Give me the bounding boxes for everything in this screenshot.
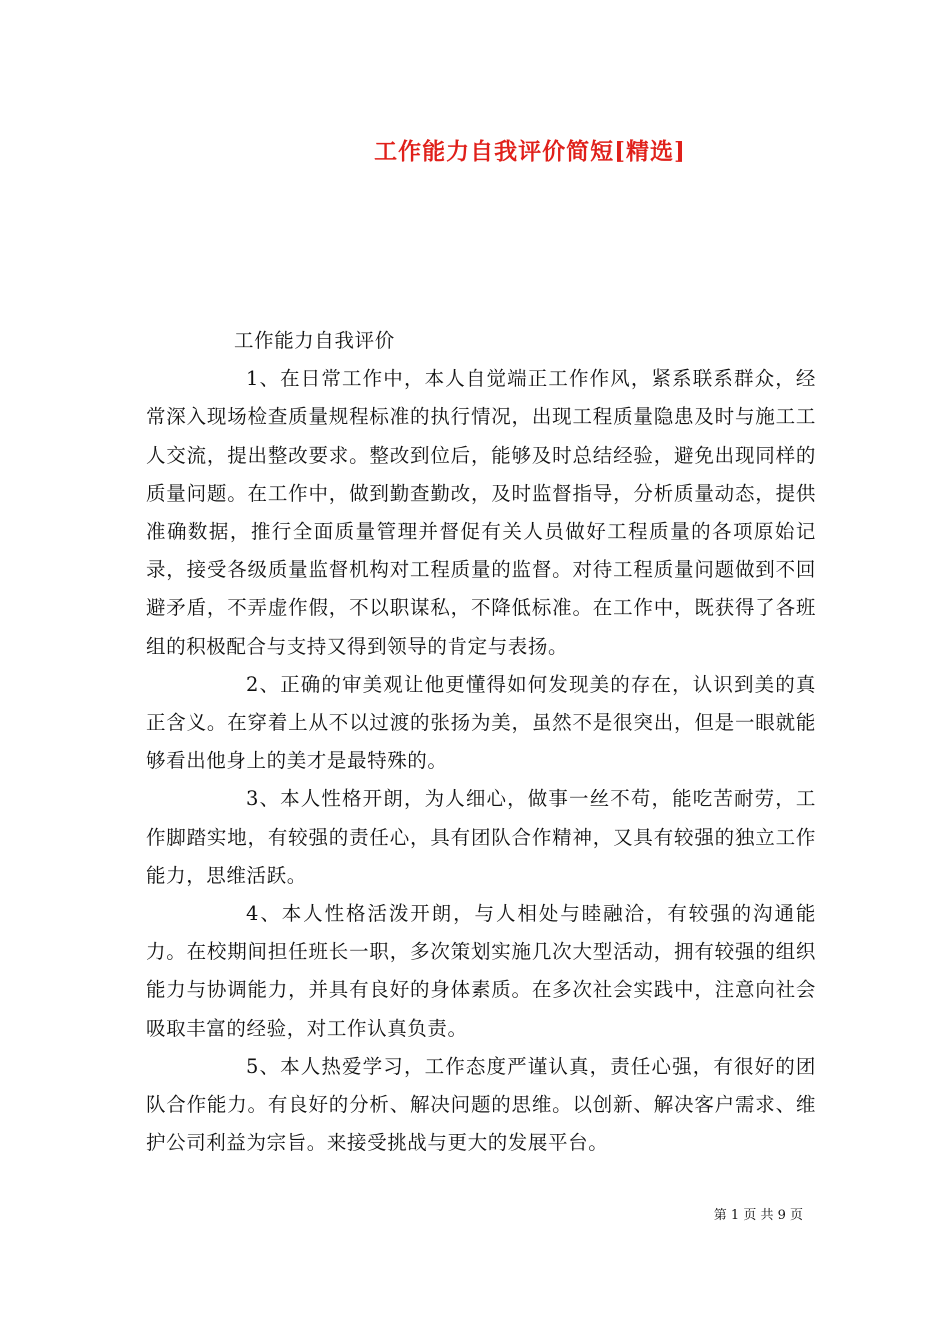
document-body xyxy=(146,322,816,1162)
paragraph-1: 1、在日常工作中，本人自觉端正工作作风，紧系联系群众，经常深入现场检查质量规程标准的执行情况，出现工程质量隐患及时与施工工人交流，提出整改要求。整改到位后，能够及时总结经验，避免出现同样的质量问题。在工作中，做到勤查勤改，及时监督指导，分析质量动态，提供准确数据，推行全面质量管理并督促有关人员做好工程质量的各项原始记录，接受各级质量监督机构对工程质量的监督。对待工程质量问题做到不回避矛盾，不弄虚作假，不以职谋私，不降低标准。在工作中，既获得了各班组的积极配合与支持又得到领导的肯定与表扬。 xyxy=(146,367,816,658)
paragraph-5: 5、本人热爱学习，工作态度严谨认真，责任心强，有很好的团队合作能力。有良好的分析、解决问题的思维。以创新、解决客户需求、维护公司利益为宗旨。来接受挑战与更大的发展平台。 xyxy=(146,1054,816,1155)
document-title: 工作能力自我评价简短[精选] xyxy=(374,138,686,165)
page-footer: 第 1 页 共 9 页 xyxy=(713,1208,803,1223)
paragraph-3: 3、本人性格开朗，为人细心，做事一丝不苟，能吃苦耐劳，工作脚踏实地，有较强的责任心，具有团队合作精神，又具有较强的独立工作能力，思维活跃。 xyxy=(146,787,816,887)
section-heading: 工作能力自我评价 xyxy=(234,329,395,352)
paragraph-2: 2、正确的审美观让他更懂得如何发现美的存在，认识到美的真正含义。在穿着上从不以过渡的张扬为美，虽然不是很突出，但是一眼就能够看出他身上的美才是最特殊的。 xyxy=(146,672,816,773)
paragraph-4: 4、本人性格活泼开朗，与人相处与睦融洽，有较强的沟通能力。在校期间担任班长一职，多次策划实施几次大型活动，拥有较强的组织能力与协调能力，并具有良好的身体素质。在多次社会实践中，注意向社会吸取丰富的经验，对工作认真负责。 xyxy=(146,902,816,1040)
